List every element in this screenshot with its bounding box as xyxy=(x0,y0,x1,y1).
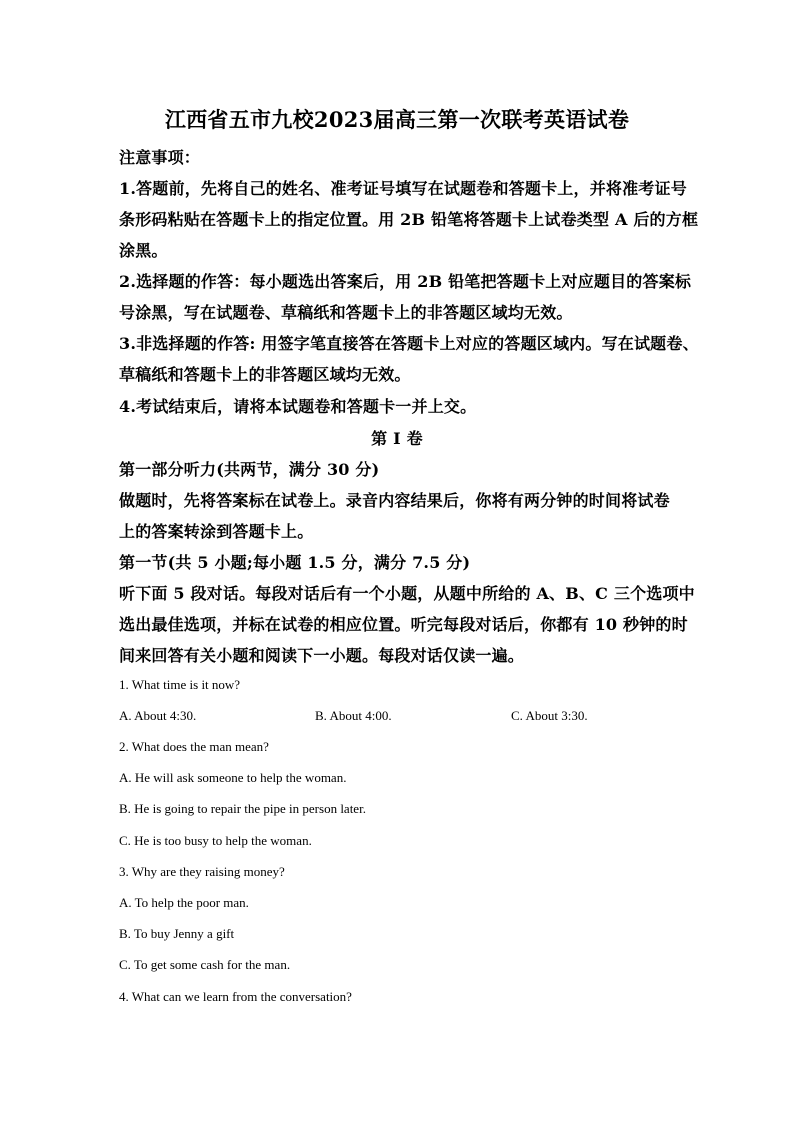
question-option: B. He is going to repair the pipe in person later. xyxy=(119,801,366,816)
exam-title: 江西省五市九校2023届高三第一次联考英语试卷 xyxy=(164,107,630,132)
notice-line: 涂黑。 xyxy=(119,241,168,260)
part1-instruction: 做题时，先将答案标在试卷上。录音内容结果后，你将有两分钟的时间将试卷 xyxy=(119,491,670,510)
question-option: A. About 4:30. xyxy=(119,708,197,723)
question-option: A. To help the poor man. xyxy=(119,895,249,910)
section1-instruction: 选出最佳选项，并标在试卷的相应位置。听完每段对话后，你都有 10 秒钟的时 xyxy=(119,615,688,634)
notice-line: 草稿纸和答题卡上的非答题区域均无效。 xyxy=(119,365,411,384)
question-stem: 1. What time is it now? xyxy=(119,677,241,692)
question-option: C. About 3:30. xyxy=(511,708,588,723)
question-stem: 4. What can we learn from the conversation? xyxy=(119,989,352,1004)
question-option: C. To get some cash for the man. xyxy=(119,957,291,972)
part1-heading: 第一部分听力(共两节，满分 30 分) xyxy=(119,460,380,479)
notice-line: 3.非选择题的作答: 用签字笔直接答在答题卡上对应的答题区域内。写在试题卷、 xyxy=(119,334,699,353)
section1-instruction: 间来回答有关小题和阅读下一小题。每段对话仅读一遍。 xyxy=(119,646,525,665)
question-option: C. He is too busy to help the woman. xyxy=(119,833,312,848)
question-stem: 3. Why are they raising money? xyxy=(119,864,285,879)
notice-line: 1.答题前，先将自己的姓名、准考证号填写在试题卷和答题卡上，并将准考证号 xyxy=(119,179,687,198)
question-option: A. He will ask someone to help the woman. xyxy=(119,770,347,785)
volume-heading: 第 I 卷 xyxy=(371,429,423,448)
section1-heading: 第一节(共 5 小题;每小题 1.5 分，满分 7.5 分) xyxy=(119,553,471,572)
question-stem: 2. What does the man mean? xyxy=(119,739,269,754)
notice-line: 号涂黑，写在试题卷、草稿纸和答题卡上的非答题区域均无效。 xyxy=(119,303,573,322)
notice-line: 条形码粘贴在答题卡上的指定位置。用 2B 铅笔将答题卡上试卷类型 A 后的方框 xyxy=(119,210,699,229)
notice-line: 4.考试结束后，请将本试题卷和答题卡一并上交。 xyxy=(119,397,477,416)
notice-heading: 注意事项： xyxy=(119,148,201,167)
question-option: B. About 4:00. xyxy=(315,708,392,723)
part1-instruction: 上的答案转涂到答题卡上。 xyxy=(119,522,314,541)
question-option: B. To buy Jenny a gift xyxy=(119,926,235,941)
notice-line: 2.选择题的作答：每小题选出答案后，用 2B 铅笔把答题卡上对应题目的答案标 xyxy=(119,272,692,291)
section1-instruction: 听下面 5 段对话。每段对话后有一个小题，从题中所给的 A、B、C 三个选项中 xyxy=(119,584,695,603)
